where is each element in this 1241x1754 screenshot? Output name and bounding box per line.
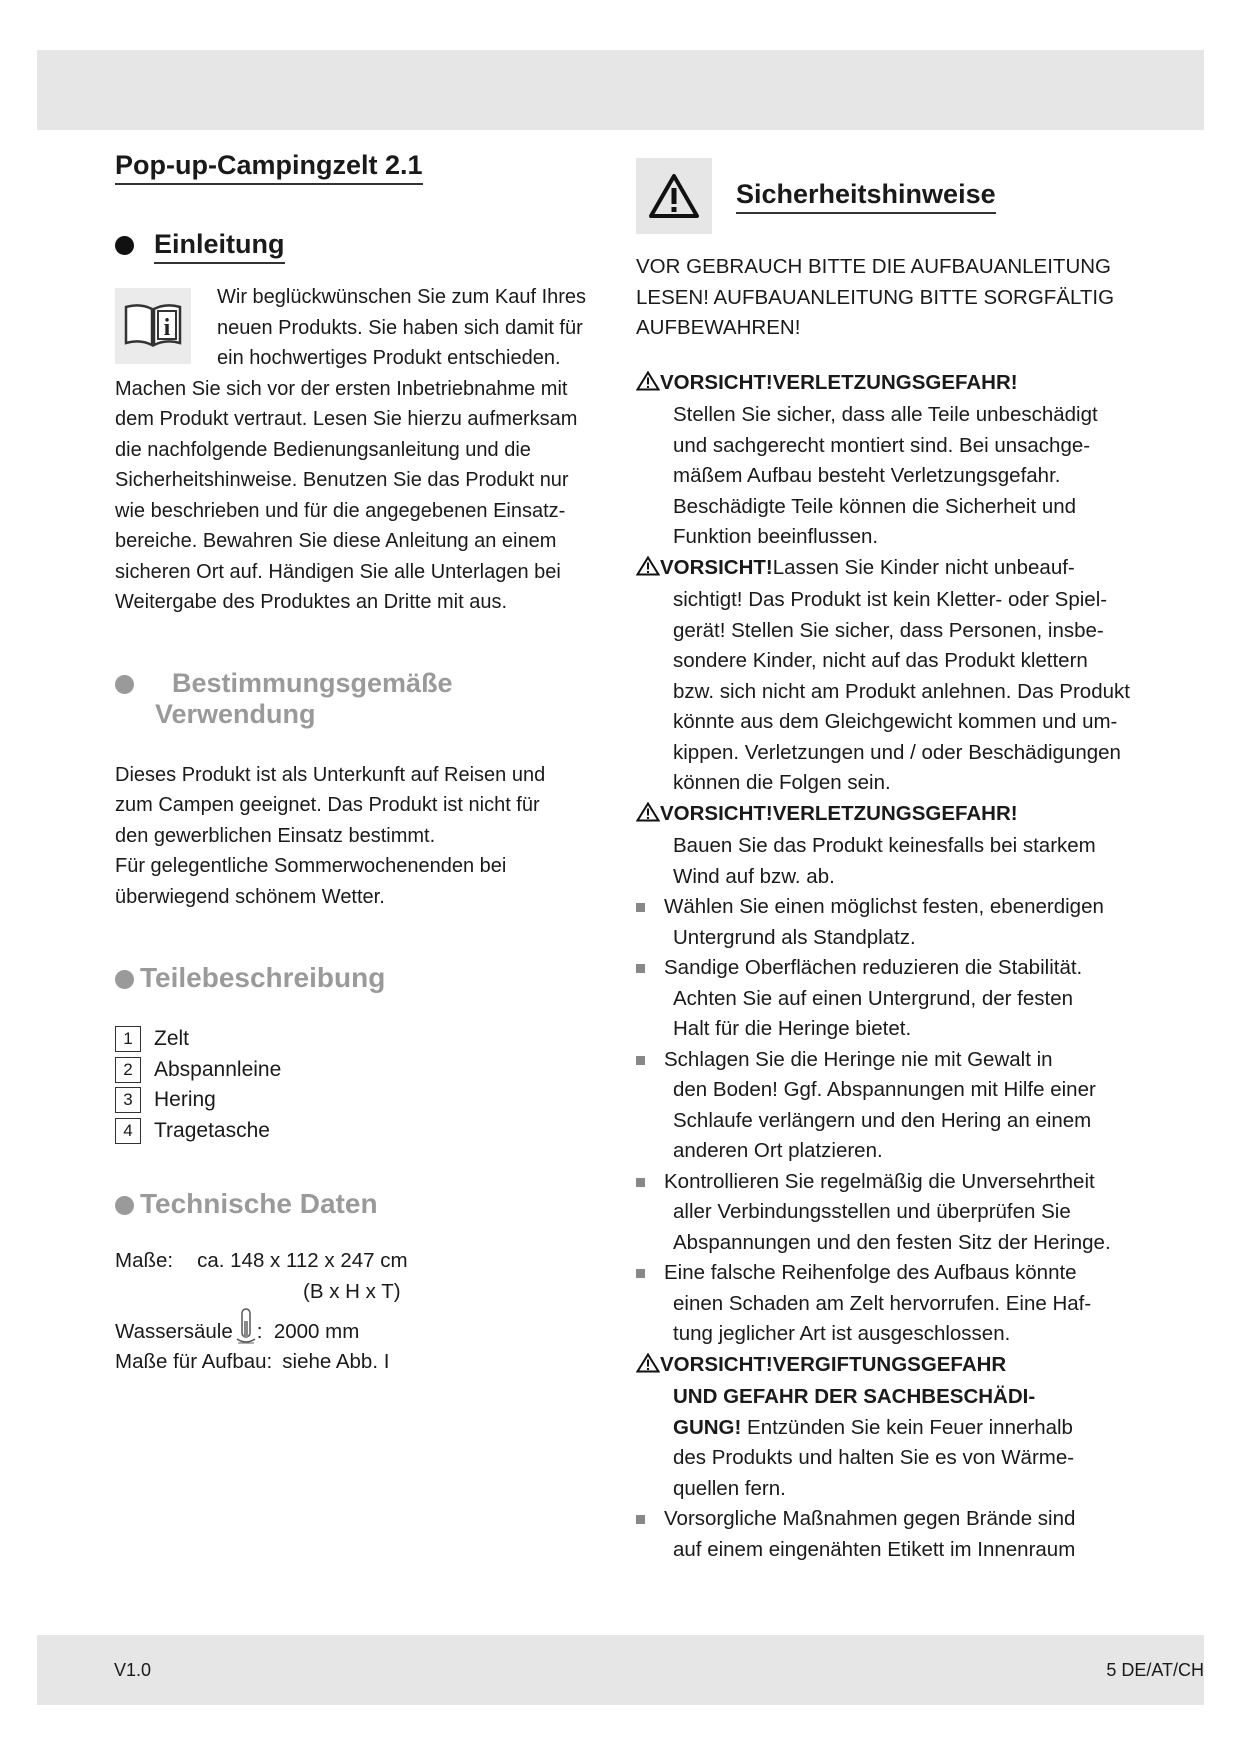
list-item: Kontrollieren Sie regelmäßig die Unversehrtheit aller Verbindungsstellen und überprüfen Sie Abspannungen und den festen Sitz der Heringe. [636,1167,1136,1259]
svg-text:i: i [163,315,171,341]
text-line: AUFBEWAHREN! [636,316,801,339]
warning-triangle-icon [636,801,660,832]
text-line: Beschädigte Teile können die Sicherheit und [673,494,1077,518]
square-bullet-icon [636,964,645,973]
text-line: ein hochwertiges Produkt entschieden. [217,347,561,369]
warning-block: VORSICHT!VERLETZUNGSGEFAHR! Stellen Sie sicher, dass alle Teile unbeschädigt und sachgerecht montiert sind. Bei unsachge- mäßem Aufbau besteht Verletzungsgefahr. Beschädigte Teile können die Sicherheit und Funktion beeinflussen. [636,368,1136,553]
heading-einleitung: Einleitung [115,229,610,264]
text-line: und sachgerecht montiert sind. Bei unsachge- [673,433,1091,457]
warning-block: VORSICHT!Lassen Sie Kinder nicht unbeauf- sichtigt! Das Produkt ist kein Kletter- oder Spiel- gerät! Stellen Sie sicher, dass Personen, insbe- sondere Kinder, nicht auf das Produkt klettern bzw. sich nicht am Produkt anlehnen. Das Produkt könnte aus dem Gleichgewicht kommen und um- kippen. Verletzungen und / oder Beschädigungen können die Folgen sein. [636,553,1136,799]
text-line: Wind auf bzw. ab. [673,864,835,888]
text-line: LESEN! AUFBAUANLEITUNG BITTE SORGFÄLTIG [636,285,1115,309]
usage-text [115,760,610,913]
text-line: sichtigt! Das Produkt ist kein Kletter- oder Spiel- [673,588,1108,611]
water-column-icon [235,1307,257,1347]
document-title: Pop-up-Campingzelt 2.1 [115,150,423,185]
text-line: mäßem Aufbau besteht Verletzungsgefahr. [673,464,1061,487]
text-line: kippen. Verletzungen und / oder Beschädigungen [673,740,1121,764]
text-line: Für gelegentliche Sommerwochenenden bei [115,855,507,877]
list-item: 1 Zelt [115,1024,610,1055]
safety-list [636,368,1136,1566]
text-line: die nachfolgende Bedienungsanleitung und die [115,438,531,461]
bullet-dot-icon [115,236,134,255]
heading-technische-daten: Technische Daten [115,1188,610,1220]
bullet-dot-icon [115,970,134,989]
text-line: Weitergabe des Produktes an Dritte mit aus. [115,591,508,613]
text-line: sondere Kinder, nicht auf das Produkt klettern [673,649,1088,672]
safety-caps-notice [636,252,1136,344]
warning-block: VORSICHT!VERGIFTUNGSGEFAHR UND GEFAHR DER SACHBESCHÄDI- GUNG! Entzünden Sie kein Feuer innerhalb des Produkts und halten Sie es von Wärme- quellen fern. [636,1350,1136,1505]
square-bullet-icon [636,1178,645,1187]
text-line: bereiche. Bewahren Sie diese Anleitung an einem [115,530,557,552]
warning-triangle-icon [636,1352,660,1383]
square-bullet-icon [636,1515,645,1524]
square-bullet-icon [636,1269,645,1278]
list-item: Vorsorgliche Maßnahmen gegen Brände sind auf einem eingenähten Etikett im Innenraum [636,1504,1136,1565]
warning-triangle-icon [636,555,660,586]
text-line: Stellen Sie sicher, dass alle Teile unbeschädigt [673,403,1098,426]
list-item: Schlagen Sie die Heringe nie mit Gewalt in den Boden! Ggf. Abspannungen mit Hilfe einer Schlaufe verlängern und den Hering an einem anderen Ort platzieren. [636,1045,1136,1167]
text-line: bzw. sich nicht am Produkt anlehnen. Das Produkt [673,679,1130,703]
text-line: überwiegend schönem Wetter. [115,885,385,908]
list-item: Wählen Sie einen möglichst festen, ebenerdigen Untergrund als Standplatz. [636,892,1136,953]
right-column [636,158,1136,1565]
text-line: wie beschrieben und für die angegebenen Einsatz- [115,499,566,522]
intro-text [115,374,610,618]
text-line: quellen fern. [673,1476,786,1500]
footer-version: V1.0 [114,1660,152,1680]
tech-data: Maße: ca. 148 x 112 x 247 cm (B x H x T) Wassersäule : 2000 mm Maße für Aufbau: siehe Abb. I [115,1249,408,1373]
text-line: den gewerblichen Einsatz bestimmt. [115,824,436,847]
square-bullet-icon [636,903,645,912]
text-line: dem Produkt vertraut. Lesen Sie hierzu aufmerksam [115,408,578,430]
text-line: können die Folgen sein. [673,771,891,794]
parts-list [115,1024,610,1146]
text-line: VOR GEBRAUCH BITTE DIE AUFBAUANLEITUNG [636,255,1111,278]
list-item: 3 Hering [115,1085,610,1116]
header-band [37,50,1204,130]
info-manual-icon [115,288,191,364]
safety-heading: Sicherheitshinweise [636,158,1136,234]
warning-triangle-icon [636,370,660,401]
heading-teilebeschreibung: Teilebeschreibung [115,962,610,994]
square-bullet-icon [636,1056,645,1065]
intro-section [115,282,610,618]
text-line: Machen Sie sich vor der ersten Inbetriebnahme mit [115,377,568,400]
bullet-dot-icon [115,1196,134,1215]
text-line: könnte aus dem Gleichgewicht kommen und um- [673,710,1118,733]
text-line: Bauen Sie das Produkt keinesfalls bei starkem [673,834,1096,857]
warning-block: VORSICHT!VERLETZUNGSGEFAHR! Bauen Sie das Produkt keinesfalls bei starkem Wind auf bzw. ab. [636,799,1136,893]
text-line: des Produkts und halten Sie es von Wärme- [673,1446,1075,1469]
footer-band [37,1635,1204,1705]
text-line: Funktion beeinflussen. [673,525,879,548]
text-line: Sicherheitshinweise. Benutzen Sie das Produkt nur [115,469,569,491]
list-item: Sandige Oberflächen reduzieren die Stabilität. Achten Sie auf einen Untergrund, der festen Halt für die Heringe bietet. [636,953,1136,1045]
list-item: 4 Tragetasche [115,1116,610,1147]
text-line: gerät! Stellen Sie sicher, dass Personen, insbe- [673,618,1104,642]
warning-triangle-icon [636,158,712,234]
text-line: neuen Produkts. Sie haben sich damit für [217,316,583,339]
list-item: Eine falsche Reihenfolge des Aufbaus könnte einen Schaden am Zelt hervorrufen. Eine Haf- tung jeglicher Art ist ausgeschlossen. [636,1258,1136,1350]
heading-verwendung: Bestimmungsgemäße Verwendung [115,668,610,730]
list-item: 2 Abspannleine [115,1055,610,1086]
bullet-dot-icon [115,675,134,694]
text-line: sicheren Ort auf. Händigen Sie alle Unterlagen bei [115,560,561,583]
footer-page-number: 5 DE/AT/CH [1106,1660,1204,1680]
text-line: Dieses Produkt ist als Unterkunft auf Reisen und [115,763,546,786]
left-column [115,150,610,1378]
text-line: Wir beglückwünschen Sie zum Kauf Ihres [217,286,587,308]
text-line: zum Campen geeignet. Das Produkt ist nicht für [115,794,540,816]
